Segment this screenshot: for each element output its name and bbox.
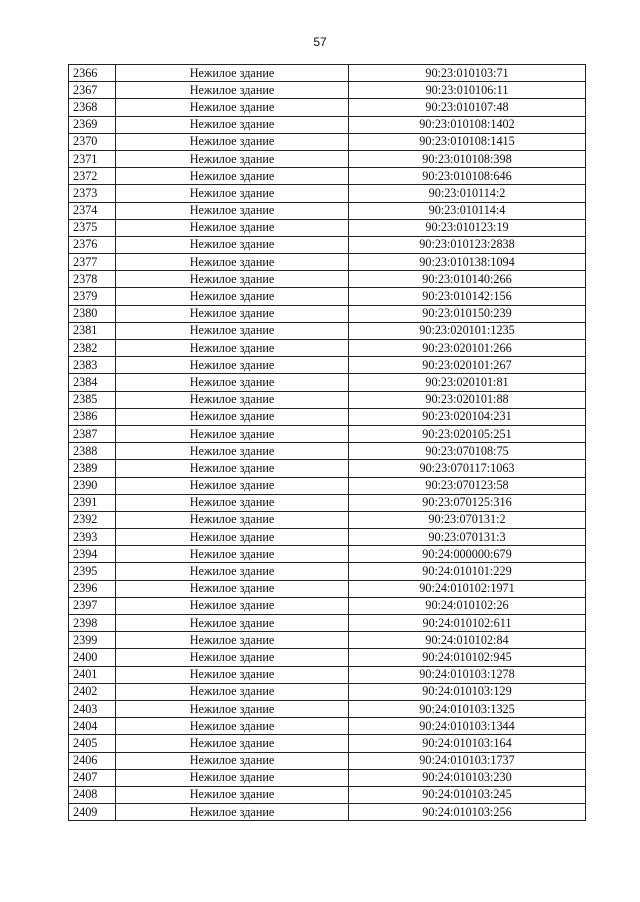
object-type-cell: Нежилое здание xyxy=(116,563,349,580)
cadastral-number-cell: 90:23:020101:267 xyxy=(349,357,586,374)
row-number-cell: 2402 xyxy=(69,683,116,700)
cadastral-number-cell: 90:23:020105:251 xyxy=(349,425,586,442)
object-type-cell: Нежилое здание xyxy=(116,546,349,563)
table-row xyxy=(69,65,586,82)
row-number-cell: 2396 xyxy=(69,580,116,597)
row-number-cell: 2383 xyxy=(69,357,116,374)
table-row xyxy=(69,374,586,391)
table-row xyxy=(69,683,586,700)
object-type-cell: Нежилое здание xyxy=(116,632,349,649)
row-number-cell: 2367 xyxy=(69,82,116,99)
table-row xyxy=(69,185,586,202)
cadastral-number-cell: 90:23:070131:2 xyxy=(349,511,586,528)
cadastral-number-cell: 90:23:070125:316 xyxy=(349,494,586,511)
object-type-cell: Нежилое здание xyxy=(116,443,349,460)
table-row xyxy=(69,718,586,735)
cadastral-number-cell: 90:23:020101:266 xyxy=(349,340,586,357)
object-type-cell: Нежилое здание xyxy=(116,494,349,511)
table-row xyxy=(69,700,586,717)
cadastral-number-cell: 90:23:070123:58 xyxy=(349,477,586,494)
object-type-cell: Нежилое здание xyxy=(116,219,349,236)
cadastral-number-cell: 90:23:010106:11 xyxy=(349,82,586,99)
table-row xyxy=(69,563,586,580)
table-row xyxy=(69,752,586,769)
object-type-cell: Нежилое здание xyxy=(116,597,349,614)
row-number-cell: 2374 xyxy=(69,202,116,219)
row-number-cell: 2388 xyxy=(69,443,116,460)
object-type-cell: Нежилое здание xyxy=(116,322,349,339)
object-type-cell: Нежилое здание xyxy=(116,477,349,494)
table-row xyxy=(69,219,586,236)
table-row xyxy=(69,133,586,150)
object-type-cell: Нежилое здание xyxy=(116,340,349,357)
cadastral-number-cell: 90:24:010103:1278 xyxy=(349,666,586,683)
object-type-cell: Нежилое здание xyxy=(116,150,349,167)
row-number-cell: 2381 xyxy=(69,322,116,339)
row-number-cell: 2371 xyxy=(69,150,116,167)
object-type-cell: Нежилое здание xyxy=(116,408,349,425)
table-row xyxy=(69,82,586,99)
cadastral-number-cell: 90:23:010108:1402 xyxy=(349,116,586,133)
row-number-cell: 2408 xyxy=(69,786,116,803)
table-row xyxy=(69,769,586,786)
table-row xyxy=(69,494,586,511)
cadastral-number-cell: 90:24:010103:1344 xyxy=(349,718,586,735)
table-row xyxy=(69,288,586,305)
cadastral-number-cell: 90:24:010102:26 xyxy=(349,597,586,614)
cadastral-number-cell: 90:24:010103:164 xyxy=(349,735,586,752)
row-number-cell: 2385 xyxy=(69,391,116,408)
table-row xyxy=(69,322,586,339)
row-number-cell: 2397 xyxy=(69,597,116,614)
cadastral-number-cell: 90:23:070117:1063 xyxy=(349,460,586,477)
object-type-cell: Нежилое здание xyxy=(116,133,349,150)
row-number-cell: 2386 xyxy=(69,408,116,425)
row-number-cell: 2392 xyxy=(69,511,116,528)
table-row xyxy=(69,408,586,425)
cadastral-number-cell: 90:23:070108:75 xyxy=(349,443,586,460)
object-type-cell: Нежилое здание xyxy=(116,271,349,288)
cadastral-number-cell: 90:24:010103:230 xyxy=(349,769,586,786)
object-type-cell: Нежилое здание xyxy=(116,65,349,82)
object-type-cell: Нежилое здание xyxy=(116,254,349,271)
row-number-cell: 2373 xyxy=(69,185,116,202)
object-type-cell: Нежилое здание xyxy=(116,425,349,442)
row-number-cell: 2409 xyxy=(69,804,116,821)
table-row xyxy=(69,477,586,494)
row-number-cell: 2372 xyxy=(69,168,116,185)
row-number-cell: 2387 xyxy=(69,425,116,442)
cadastral-number-cell: 90:24:010103:256 xyxy=(349,804,586,821)
object-type-cell: Нежилое здание xyxy=(116,700,349,717)
table-row xyxy=(69,735,586,752)
object-type-cell: Нежилое здание xyxy=(116,116,349,133)
object-type-cell: Нежилое здание xyxy=(116,615,349,632)
cadastral-number-cell: 90:23:010114:4 xyxy=(349,202,586,219)
cadastral-number-cell: 90:24:010103:245 xyxy=(349,786,586,803)
table-row xyxy=(69,271,586,288)
row-number-cell: 2403 xyxy=(69,700,116,717)
cadastral-number-cell: 90:24:010102:611 xyxy=(349,615,586,632)
object-type-cell: Нежилое здание xyxy=(116,529,349,546)
object-type-cell: Нежилое здание xyxy=(116,580,349,597)
cadastral-number-cell: 90:23:010138:1094 xyxy=(349,254,586,271)
cadastral-number-cell: 90:23:010150:239 xyxy=(349,305,586,322)
table-row xyxy=(69,168,586,185)
table-row xyxy=(69,357,586,374)
row-number-cell: 2376 xyxy=(69,236,116,253)
object-type-cell: Нежилое здание xyxy=(116,683,349,700)
row-number-cell: 2400 xyxy=(69,649,116,666)
object-type-cell: Нежилое здание xyxy=(116,288,349,305)
table-row xyxy=(69,305,586,322)
page-number: 57 xyxy=(313,35,327,49)
object-type-cell: Нежилое здание xyxy=(116,202,349,219)
object-type-cell: Нежилое здание xyxy=(116,804,349,821)
table-row xyxy=(69,804,586,821)
row-number-cell: 2379 xyxy=(69,288,116,305)
registry-table-body xyxy=(69,65,586,821)
object-type-cell: Нежилое здание xyxy=(116,374,349,391)
cadastral-number-cell: 90:23:010123:19 xyxy=(349,219,586,236)
object-type-cell: Нежилое здание xyxy=(116,185,349,202)
row-number-cell: 2378 xyxy=(69,271,116,288)
object-type-cell: Нежилое здание xyxy=(116,769,349,786)
row-number-cell: 2370 xyxy=(69,133,116,150)
object-type-cell: Нежилое здание xyxy=(116,99,349,116)
table-row xyxy=(69,632,586,649)
cadastral-number-cell: 90:23:010140:266 xyxy=(349,271,586,288)
table-row xyxy=(69,391,586,408)
object-type-cell: Нежилое здание xyxy=(116,305,349,322)
cadastral-number-cell: 90:23:010107:48 xyxy=(349,99,586,116)
table-row xyxy=(69,597,586,614)
row-number-cell: 2366 xyxy=(69,65,116,82)
row-number-cell: 2404 xyxy=(69,718,116,735)
cadastral-number-cell: 90:23:010108:398 xyxy=(349,150,586,167)
row-number-cell: 2377 xyxy=(69,254,116,271)
object-type-cell: Нежилое здание xyxy=(116,357,349,374)
row-number-cell: 2375 xyxy=(69,219,116,236)
cadastral-number-cell: 90:23:010108:1415 xyxy=(349,133,586,150)
table-row xyxy=(69,666,586,683)
table-row xyxy=(69,202,586,219)
object-type-cell: Нежилое здание xyxy=(116,460,349,477)
row-number-cell: 2394 xyxy=(69,546,116,563)
row-number-cell: 2384 xyxy=(69,374,116,391)
row-number-cell: 2380 xyxy=(69,305,116,322)
table-row xyxy=(69,529,586,546)
row-number-cell: 2369 xyxy=(69,116,116,133)
table-row xyxy=(69,236,586,253)
table-row xyxy=(69,615,586,632)
row-number-cell: 2406 xyxy=(69,752,116,769)
row-number-cell: 2382 xyxy=(69,340,116,357)
table-row xyxy=(69,340,586,357)
table-row xyxy=(69,116,586,133)
object-type-cell: Нежилое здание xyxy=(116,82,349,99)
cadastral-number-cell: 90:24:010102:945 xyxy=(349,649,586,666)
cadastral-number-cell: 90:23:010123:2838 xyxy=(349,236,586,253)
cadastral-number-cell: 90:23:010114:2 xyxy=(349,185,586,202)
row-number-cell: 2398 xyxy=(69,615,116,632)
object-type-cell: Нежилое здание xyxy=(116,511,349,528)
object-type-cell: Нежилое здание xyxy=(116,649,349,666)
row-number-cell: 2401 xyxy=(69,666,116,683)
row-number-cell: 2395 xyxy=(69,563,116,580)
row-number-cell: 2391 xyxy=(69,494,116,511)
row-number-cell: 2399 xyxy=(69,632,116,649)
cadastral-number-cell: 90:23:070131:3 xyxy=(349,529,586,546)
cadastral-number-cell: 90:24:010102:84 xyxy=(349,632,586,649)
row-number-cell: 2405 xyxy=(69,735,116,752)
table-row xyxy=(69,580,586,597)
cadastral-number-cell: 90:23:010103:71 xyxy=(349,65,586,82)
table-row xyxy=(69,786,586,803)
row-number-cell: 2390 xyxy=(69,477,116,494)
table-row xyxy=(69,460,586,477)
cadastral-number-cell: 90:23:020101:1235 xyxy=(349,322,586,339)
row-number-cell: 2389 xyxy=(69,460,116,477)
cadastral-number-cell: 90:23:010142:156 xyxy=(349,288,586,305)
cadastral-number-cell: 90:24:000000:679 xyxy=(349,546,586,563)
cadastral-number-cell: 90:24:010103:129 xyxy=(349,683,586,700)
object-type-cell: Нежилое здание xyxy=(116,236,349,253)
object-type-cell: Нежилое здание xyxy=(116,391,349,408)
cadastral-number-cell: 90:24:010103:1325 xyxy=(349,700,586,717)
object-type-cell: Нежилое здание xyxy=(116,718,349,735)
cadastral-number-cell: 90:24:010103:1737 xyxy=(349,752,586,769)
object-type-cell: Нежилое здание xyxy=(116,752,349,769)
table-row xyxy=(69,254,586,271)
table-row xyxy=(69,649,586,666)
cadastral-number-cell: 90:23:020101:81 xyxy=(349,374,586,391)
object-type-cell: Нежилое здание xyxy=(116,168,349,185)
row-number-cell: 2368 xyxy=(69,99,116,116)
table-row xyxy=(69,99,586,116)
object-type-cell: Нежилое здание xyxy=(116,735,349,752)
cadastral-number-cell: 90:24:010101:229 xyxy=(349,563,586,580)
object-type-cell: Нежилое здание xyxy=(116,666,349,683)
table-row xyxy=(69,150,586,167)
table-row xyxy=(69,425,586,442)
table-row xyxy=(69,546,586,563)
row-number-cell: 2393 xyxy=(69,529,116,546)
row-number-cell: 2407 xyxy=(69,769,116,786)
cadastral-number-cell: 90:23:010108:646 xyxy=(349,168,586,185)
object-type-cell: Нежилое здание xyxy=(116,786,349,803)
registry-table xyxy=(68,64,586,821)
cadastral-number-cell: 90:24:010102:1971 xyxy=(349,580,586,597)
table-row xyxy=(69,511,586,528)
cadastral-number-cell: 90:23:020101:88 xyxy=(349,391,586,408)
table-row xyxy=(69,443,586,460)
cadastral-number-cell: 90:23:020104:231 xyxy=(349,408,586,425)
